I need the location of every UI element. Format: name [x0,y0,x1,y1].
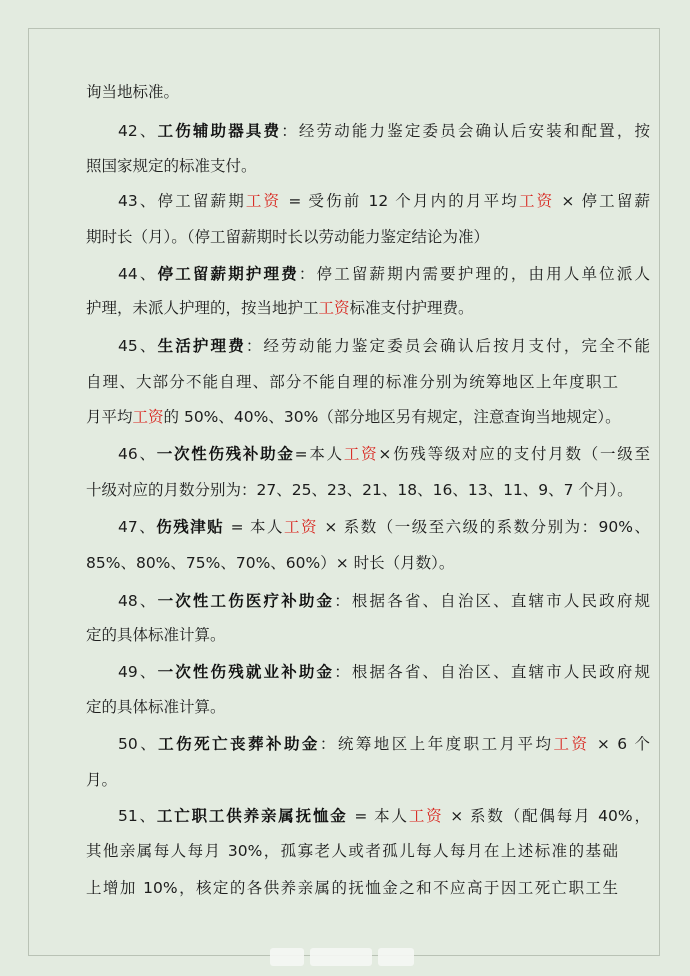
item-45-line-2 [86,364,618,400]
item-50-text: ：统筹地区上年度职工月平均 [319,735,554,753]
item-49-line-2 [86,689,618,725]
item-46-title: 一次性伤残补助金 [156,445,295,463]
item-number: 45、 [118,337,158,355]
watermark-block [378,948,414,966]
item-number: 50、 [118,735,159,753]
item-44-line-1 [86,256,650,292]
line-text: 照国家规定的标准支付。 [86,157,257,175]
watermark-block [270,948,304,966]
item-43-title: 43、停工留薪期 [118,192,246,210]
item-48-line-1 [86,583,650,619]
item-51-line-2 [86,833,618,869]
item-47-title: 伤残津贴 [156,518,225,536]
item-50-line-1 [86,726,650,762]
item-48-title: 一次性工伤医疗补助金 [157,592,335,610]
item-42-line-1 [86,113,650,149]
text-line [86,74,618,110]
item-49-line-1 [86,654,650,690]
item-46-text: =本人 [294,445,344,463]
item-49-title: 一次性伤残就业补助金 [157,663,335,681]
item-51-line-1 [86,798,650,834]
line-text: 的 50%、40%、30%（部分地区另有规定，注意查询当地规定）。 [163,408,621,426]
item-45-text: ：经劳动能力鉴定委员会确认后按月支付，完全不能 [245,337,650,355]
item-46-text: ×伤残等级对应的支付月数（一级至 [378,445,650,463]
item-number: 48、 [118,592,158,610]
item-48-text: ：根据各省、自治区、直辖市人民政府规 [334,592,650,610]
item-44-line-2 [86,290,618,326]
item-47-text: × 系数（一级至六级的系数分别为：90%、 [317,518,650,536]
item-50-title: 工伤死亡丧葬补助金 [158,735,320,753]
item-51-text: × 系数（配偶每月 40%， [443,807,650,825]
highlight-wage: 工资 [343,445,379,463]
line-text: 月平均 [86,408,133,426]
highlight-wage: 工资 [245,192,282,210]
item-45-line-1 [86,328,650,364]
item-45-line-3 [86,399,621,435]
line-text: 定的具体标准计算。 [86,626,226,644]
line-text: 询当地标准。 [86,83,180,101]
highlight-wage: 工资 [518,192,555,210]
highlight-wage: 工资 [408,807,444,825]
item-number: 42、 [118,122,158,140]
item-43-text: × 停工留薪 [554,192,650,210]
item-50-line-2 [86,762,618,798]
item-number: 47、 [118,518,157,536]
item-44-title: 停工留薪期护理费 [157,265,299,283]
item-44-text: ：停工留薪期内需要护理的，由用人单位派人 [298,265,650,283]
line-text: 十级对应的月数分别为：27、25、23、21、18、16、13、11、9、7 个月）。 [86,481,633,499]
item-number: 46、 [118,445,157,463]
line-text: 上增加 10%，核定的各供养亲属的抚恤金之和不应高于因工死亡职工生 [86,879,618,897]
item-49-text: ：根据各省、自治区、直辖市人民政府规 [334,663,650,681]
item-46-line-1 [86,436,650,472]
line-text: 标准支付护理费。 [349,299,474,317]
watermark-overlay [270,944,420,970]
line-text: 期时长（月）。（停工留薪期时长以劳动能力鉴定结论为准） [86,228,490,246]
item-43-line-1 [86,183,650,219]
line-text: 自理、大部分不能自理、部分不能自理的标准分别为统筹地区上年度职工 [86,373,618,391]
line-text: 月。 [86,771,118,789]
item-43-line-2 [86,219,618,255]
item-47-line-1 [86,509,650,545]
item-number: 44、 [118,265,158,283]
item-46-line-2 [86,472,633,508]
line-text: 85%、80%、75%、70%、60%）× 时长（月数）。 [86,554,455,572]
item-42-text: ：经劳动能力鉴定委员会确认后安装和配置，按 [281,122,650,140]
item-51-line-3 [86,870,618,906]
highlight-wage: 工资 [132,408,164,426]
item-45-title: 生活护理费 [157,337,246,355]
highlight-wage: 工资 [283,518,318,536]
item-42-line-2 [86,148,618,184]
line-text: 护理，未派人护理的，按当地护工 [86,299,319,317]
watermark-block [310,948,372,966]
item-47-line-2 [86,545,618,581]
item-43-text: = 受伤前 12 个月内的月平均 [281,192,519,210]
item-42-title: 工伤辅助器具费 [157,122,282,140]
item-51-title: 工亡职工供养亲属抚恤金 [156,807,348,825]
line-text: 其他亲属每人每月 30%，孤寡老人或者孤儿每人每月在上述标准的基础 [86,842,618,860]
item-51-text: = 本人 [347,807,409,825]
item-47-text: = 本人 [224,518,284,536]
line-text: 定的具体标准计算。 [86,698,226,716]
item-48-line-2 [86,617,618,653]
item-50-text: × 6 个 [589,735,650,753]
item-number: 51、 [118,807,157,825]
item-number: 49、 [118,663,158,681]
highlight-wage: 工资 [553,735,590,753]
highlight-wage: 工资 [318,299,350,317]
